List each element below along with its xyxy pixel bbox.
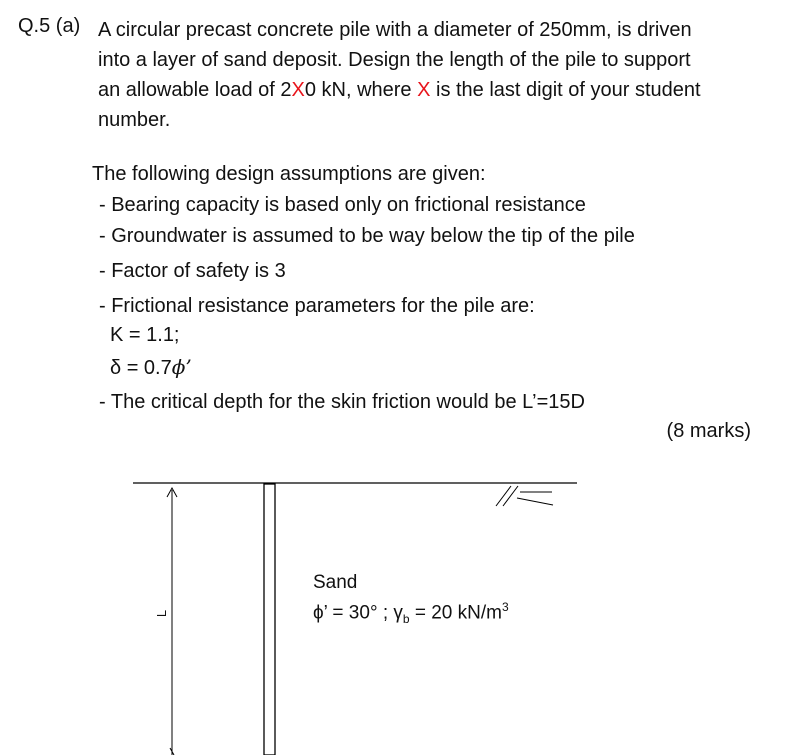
soil-properties [313, 600, 509, 626]
question-text [98, 15, 768, 135]
soil-name: Sand [313, 572, 358, 593]
assumption-critical-depth: - The critical depth for the skin friction would be L’=15D [99, 391, 585, 413]
question-number: Q.5 (a) [18, 15, 81, 37]
assumptions-heading: The following design assumptions are given: [92, 163, 486, 185]
assumption-frictional: - Frictional resistance parameters for the pile are: [99, 295, 535, 317]
ground-hatch-icon [496, 486, 553, 506]
question-line-2: into a layer of sand deposit. Design the length of the pile to support [98, 49, 691, 71]
phi-symbol: ϕ’ [171, 355, 192, 379]
q3-b: 0 kN, where [304, 79, 418, 101]
assumption-bearing: - Bearing capacity is based only on frictional resistance [99, 194, 586, 216]
length-label: L [154, 609, 170, 618]
props-b: = 20 kN/m [409, 602, 502, 624]
question-line-3 [98, 75, 768, 105]
question-line-1: A circular precast concrete pile with a diameter of 250mm, is driven [98, 19, 692, 41]
param-delta [110, 355, 192, 380]
x-variable: X [291, 79, 305, 101]
pile [264, 484, 275, 755]
assumption-groundwater: - Groundwater is assumed to be way below the tip of the pile [99, 225, 635, 247]
q3-c: is the last digit of your student [430, 79, 701, 101]
props-sup: 3 [501, 600, 509, 614]
q3-a: an allowable load of 2 [98, 79, 292, 101]
props-sub: b [402, 612, 410, 627]
marks: (8 marks) [666, 420, 751, 442]
param-k: K = 1.1; [110, 324, 180, 346]
assumption-factor-of-safety: - Factor of safety is 3 [99, 260, 286, 282]
props-a: ϕ’ = 30° ; γ [313, 602, 403, 624]
x-variable-2: X [417, 79, 431, 101]
delta-value: δ = 0.7 [110, 357, 172, 379]
question-line-4: number. [98, 109, 171, 131]
